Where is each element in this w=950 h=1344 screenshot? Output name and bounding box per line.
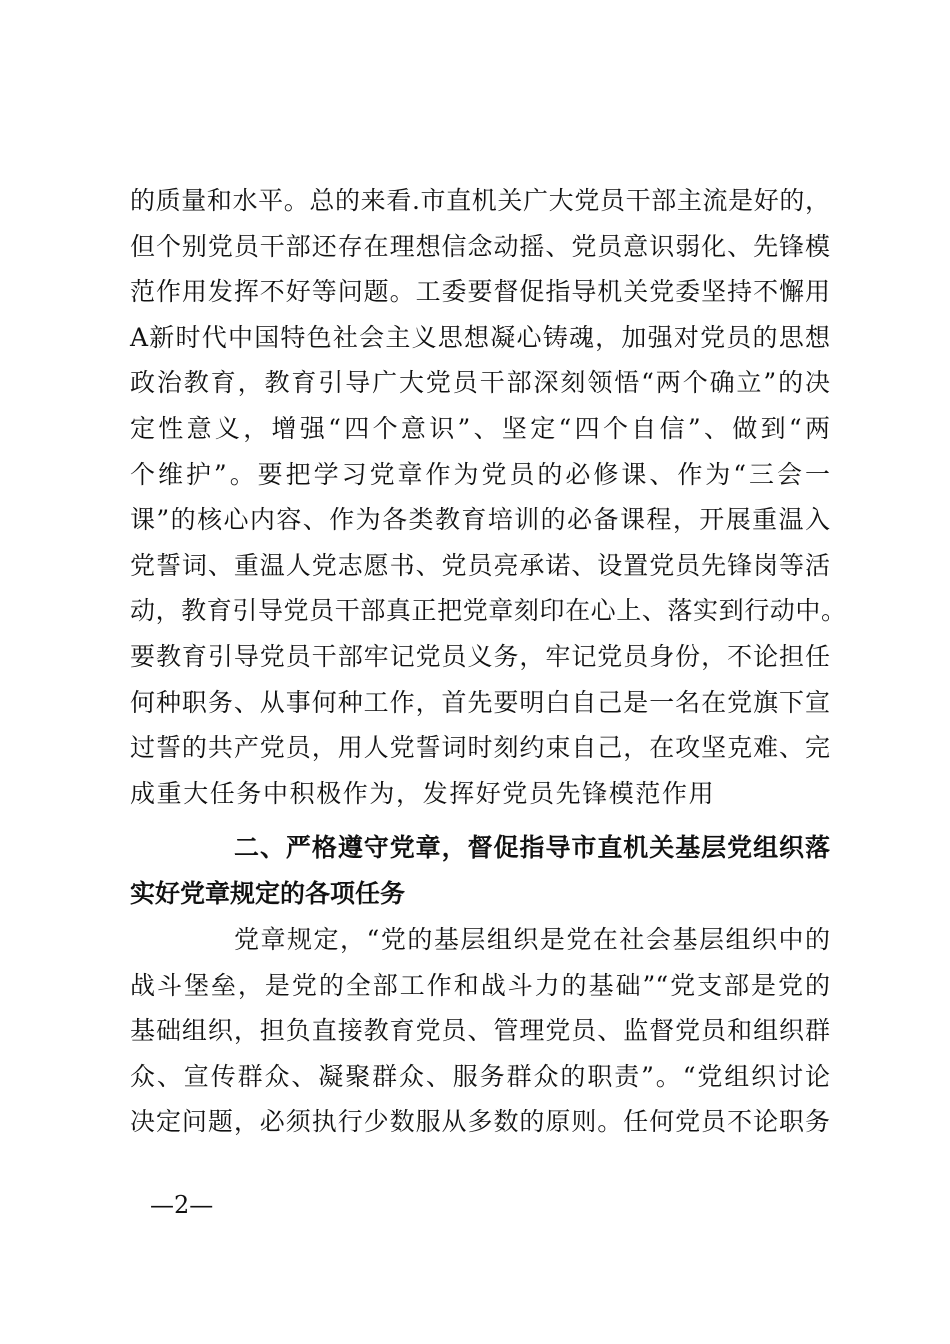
text-line: 定性意义，增强“四个意识”、坚定“四个自信”、做到“两 xyxy=(130,413,830,443)
text-line: 的质量和水平。总的来看.市直机关广大党员干部主流是好的， xyxy=(130,186,830,215)
text-line: 过誓的共产党员，用人党誓词时刻约束自己，在攻坚克难、完 xyxy=(130,733,830,763)
text-line: 成重大任务中积极作为，发挥好党员先锋模范作用 xyxy=(130,778,716,808)
text-line: 决定问题，必须执行少数服从多数的原则。任何党员不论职务 xyxy=(130,1107,830,1137)
text-line: 战斗堡垒，是党的全部工作和战斗力的基础”“党支部是党的 xyxy=(130,970,830,1000)
text-line: 个维护”。要把学习党章作为党员的必修课、作为“三会一 xyxy=(130,459,830,489)
heading-line: 实好党章规定的各项任务 xyxy=(130,878,406,908)
text-line: 课”的核心内容、作为各类教育培训的必备课程，开展重温入 xyxy=(130,505,830,535)
text-line: 众、宣传群众、凝聚群众、服务群众的职责”。“党组织讨论 xyxy=(130,1061,830,1091)
page-number: —2— xyxy=(150,1191,214,1219)
text-line: 政治教育，教育引导广大党员干部深刻领悟“两个确立”的决 xyxy=(130,368,830,398)
section-heading xyxy=(130,825,830,916)
text-line: 党誓词、重温人党志愿书、党员亮承诺、设置党员先锋岗等活 xyxy=(130,550,830,580)
text-line: 但个别党员干部还存在理想信念动摇、党员意识弱化、先锋模 xyxy=(130,231,830,261)
text-line: 党章规定，“党的基层组织是党在社会基层组织中的 xyxy=(234,925,830,954)
text-line: 何种职务、从事何种工作，首先要明白自己是一名在党旗下宣 xyxy=(130,687,830,717)
text-line: 范作用发挥不好等问题。工委要督促指导机关党委坚持不懈用 xyxy=(130,277,830,307)
paragraph-1 xyxy=(130,178,846,816)
text-line: 要教育引导党员干部牢记党员义务，牢记党员身份，不论担任 xyxy=(130,641,830,671)
text-line: 动，教育引导党员干部真正把党章刻印在心上、落实到行动中。 xyxy=(130,596,846,626)
heading-line: 二、严格遵守党章，督促指导市直机关基层党组织落 xyxy=(234,833,830,862)
text-line: 基础组织，担负直接教育党员、管理党员、监督党员和组织群 xyxy=(130,1016,830,1046)
text-line: A新时代中国特色社会主义思想凝心铸魂，加强对党员的思想 xyxy=(130,322,830,352)
paragraph-2 xyxy=(130,917,830,1145)
